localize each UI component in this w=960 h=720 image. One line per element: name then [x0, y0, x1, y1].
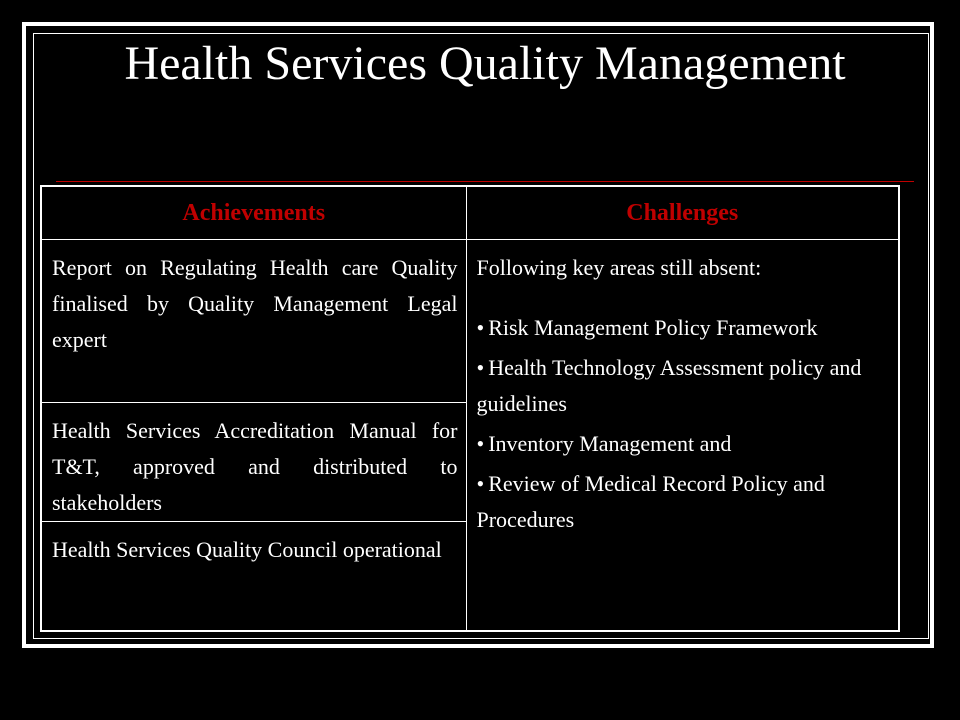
achievement-cell: Health Services Accreditation Manual for T&T, approved and distributed to stakeholders [41, 403, 466, 522]
challenge-item-text: Health Technology Assessment policy and guidelines [476, 355, 862, 416]
challenge-item-text: Inventory Management and [488, 431, 732, 456]
bullet-icon: • [476, 355, 485, 380]
slide-title: Health Services Quality Management [124, 37, 846, 90]
challenge-item-text: Review of Medical Record Policy and Procedures [476, 471, 825, 532]
achievements-challenges-table [40, 185, 900, 632]
challenges-cell [466, 240, 899, 632]
achievement-cell: Health Services Quality Council operational [41, 522, 466, 632]
challenge-item [477, 350, 891, 422]
challenge-item [477, 466, 891, 538]
challenge-item [477, 426, 891, 462]
bullet-icon: • [476, 471, 485, 496]
table-header-row [41, 186, 899, 240]
challenge-item [477, 310, 891, 346]
header-challenges: Challenges [466, 186, 899, 240]
achievement-cell: Report on Regulating Health care Quality finalised by Quality Management Legal expert [41, 240, 466, 403]
title-divider [56, 181, 914, 182]
header-achievements: Achievements [41, 186, 466, 240]
table-row [41, 240, 899, 403]
challenge-item-text: Risk Management Policy Framework [488, 315, 818, 340]
bullet-icon: • [476, 431, 485, 456]
bullet-icon: • [476, 315, 485, 340]
challenges-intro: Following key areas still absent: [476, 255, 762, 280]
